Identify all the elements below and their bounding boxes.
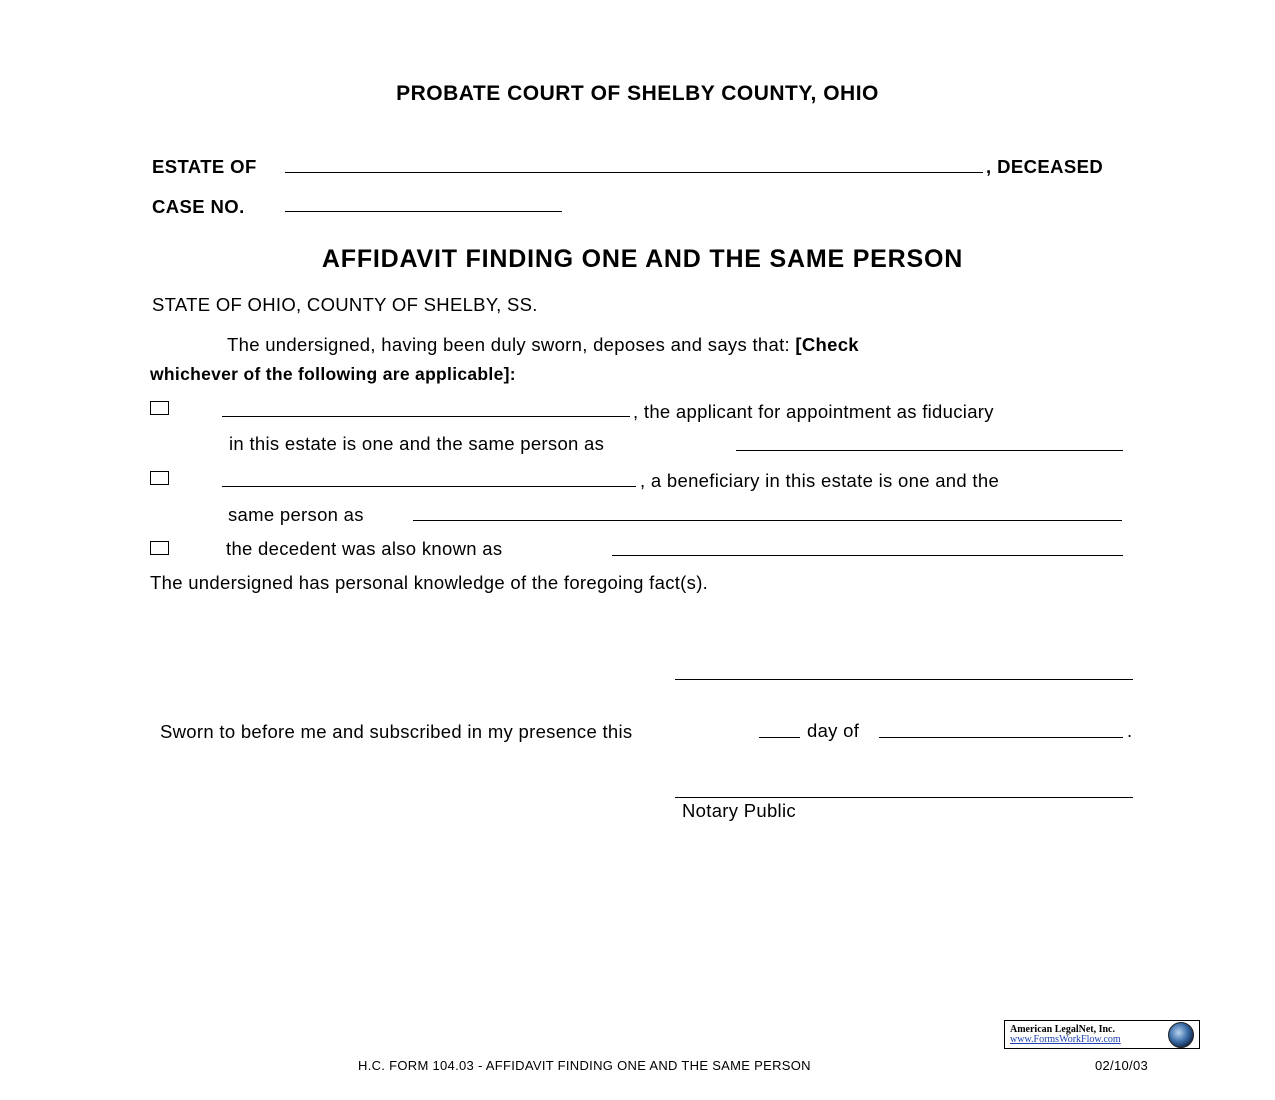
globe-icon <box>1168 1022 1194 1048</box>
option-also-known-as-text: the decedent was also known as <box>226 538 503 559</box>
option-applicant-text: , the applicant for appointment as fiduciary <box>633 401 994 422</box>
day-field[interactable] <box>759 737 800 738</box>
estate-name-field[interactable] <box>285 172 983 173</box>
checkbox-applicant[interactable] <box>150 401 169 415</box>
sworn-period: . <box>1127 720 1133 741</box>
logo-company-name: American LegalNet, Inc. <box>1010 1024 1115 1035</box>
intro-text: The undersigned, having been duly sworn, deposes and says that: <box>227 334 790 355</box>
case-number-field[interactable] <box>285 211 562 212</box>
affidavit-title: AFFIDAVIT FINDING ONE AND THE SAME PERSON <box>321 245 964 273</box>
logo-url-link[interactable]: www.FormsWorkFlow.com <box>1010 1034 1121 1045</box>
venue-statement: STATE OF OHIO, COUNTY OF SHELBY, SS. <box>152 294 538 315</box>
checkbox-also-known-as[interactable] <box>150 541 169 555</box>
affiant-signature-field[interactable] <box>675 679 1133 680</box>
deceased-label: , DECEASED <box>986 156 1104 177</box>
option-beneficiary-text: , a beneficiary in this estate is one and the <box>640 470 1000 491</box>
estate-of-label: ESTATE OF <box>152 156 257 177</box>
american-legalnet-logo <box>1004 1020 1200 1049</box>
checkbox-beneficiary[interactable] <box>150 471 169 485</box>
sworn-statement: Sworn to before me and subscribed in my presence this <box>160 721 633 742</box>
intro-paragraph <box>227 334 859 356</box>
option-applicant-continued: in this estate is one and the same person as <box>229 433 605 454</box>
applicant-same-person-field[interactable] <box>736 450 1123 451</box>
month-year-field[interactable] <box>879 737 1123 738</box>
intro-instruction: [Check <box>795 334 859 355</box>
day-of-label: day of <box>807 720 860 741</box>
case-no-label: CASE NO. <box>152 196 245 217</box>
footer-form-id: H.C. FORM 104.03 - AFFIDAVIT FINDING ONE AND THE SAME PERSON <box>358 1058 811 1073</box>
notary-signature-field[interactable] <box>675 797 1133 798</box>
footer-date: 02/10/03 <box>1095 1058 1149 1073</box>
beneficiary-name-field[interactable] <box>222 486 636 487</box>
also-known-as-field[interactable] <box>612 555 1123 556</box>
beneficiary-same-person-field[interactable] <box>413 520 1122 521</box>
applicant-name-field[interactable] <box>222 416 630 417</box>
court-title: PROBATE COURT OF SHELBY COUNTY, OHIO <box>396 82 879 105</box>
option-beneficiary-continued: same person as <box>228 504 364 525</box>
knowledge-statement: The undersigned has personal knowledge of the foregoing fact(s). <box>150 572 709 593</box>
notary-public-label: Notary Public <box>682 800 796 821</box>
intro-instruction-continued: whichever of the following are applicable]: <box>150 364 516 384</box>
